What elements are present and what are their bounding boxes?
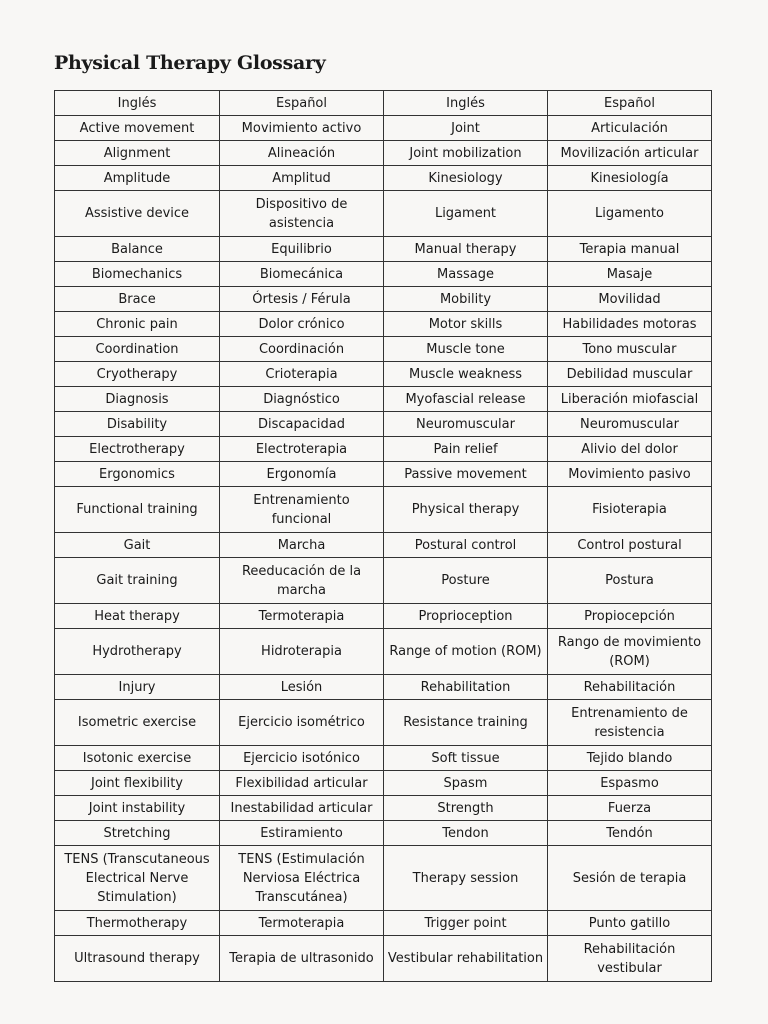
table-row	[55, 412, 712, 437]
spanish-term-cell: Hidroterapia	[220, 629, 384, 675]
english-term-cell: Trigger point	[384, 911, 548, 936]
english-term-cell: Mobility	[384, 287, 548, 312]
spanish-term-cell: Punto gatillo	[548, 911, 712, 936]
spanish-term-cell: Coordinación	[220, 337, 384, 362]
english-term-cell: Chronic pain	[55, 312, 220, 337]
spanish-term-cell: Entrenamiento de resistencia	[548, 700, 712, 746]
english-term-cell: Resistance training	[384, 700, 548, 746]
english-term-cell: Kinesiology	[384, 166, 548, 191]
english-term-cell: Massage	[384, 262, 548, 287]
english-term-cell: Injury	[55, 675, 220, 700]
english-term-cell: Postural control	[384, 533, 548, 558]
spanish-term-cell: Movilidad	[548, 287, 712, 312]
spanish-term-cell: Ejercicio isotónico	[220, 746, 384, 771]
table-row	[55, 116, 712, 141]
spanish-term-cell: Órtesis / Férula	[220, 287, 384, 312]
spanish-term-cell: Entrenamiento funcional	[220, 487, 384, 533]
english-term-cell: Isometric exercise	[55, 700, 220, 746]
english-term-cell: Range of motion (ROM)	[384, 629, 548, 675]
english-term-cell: Manual therapy	[384, 237, 548, 262]
spanish-term-cell: Ejercicio isométrico	[220, 700, 384, 746]
english-term-cell: Biomechanics	[55, 262, 220, 287]
english-term-cell: Muscle tone	[384, 337, 548, 362]
english-term-cell: Ergonomics	[55, 462, 220, 487]
table-row	[55, 362, 712, 387]
table-header-row	[55, 91, 712, 116]
spanish-term-cell: Dolor crónico	[220, 312, 384, 337]
english-term-cell: Rehabilitation	[384, 675, 548, 700]
table-row	[55, 675, 712, 700]
english-term-cell: Proprioception	[384, 604, 548, 629]
spanish-term-cell: Movilización articular	[548, 141, 712, 166]
english-term-cell: Balance	[55, 237, 220, 262]
spanish-term-cell: Crioterapia	[220, 362, 384, 387]
header-cell: Español	[548, 91, 712, 116]
header-cell: Español	[220, 91, 384, 116]
spanish-term-cell: Inestabilidad articular	[220, 796, 384, 821]
spanish-term-cell: Movimiento pasivo	[548, 462, 712, 487]
spanish-term-cell: Equilibrio	[220, 237, 384, 262]
spanish-term-cell: TENS (Estimulación Nerviosa Eléctrica Transcutánea)	[220, 846, 384, 911]
spanish-term-cell: Lesión	[220, 675, 384, 700]
english-term-cell: Ligament	[384, 191, 548, 237]
spanish-term-cell: Fuerza	[548, 796, 712, 821]
table-row	[55, 262, 712, 287]
english-term-cell: Heat therapy	[55, 604, 220, 629]
spanish-term-cell: Termoterapia	[220, 911, 384, 936]
english-term-cell: Stretching	[55, 821, 220, 846]
spanish-term-cell: Flexibilidad articular	[220, 771, 384, 796]
table-row	[55, 604, 712, 629]
table-row	[55, 771, 712, 796]
english-term-cell: Thermotherapy	[55, 911, 220, 936]
english-term-cell: Electrotherapy	[55, 437, 220, 462]
table-row	[55, 287, 712, 312]
english-term-cell: Isotonic exercise	[55, 746, 220, 771]
english-term-cell: Spasm	[384, 771, 548, 796]
table-row	[55, 237, 712, 262]
spanish-term-cell: Habilidades motoras	[548, 312, 712, 337]
table-row	[55, 796, 712, 821]
spanish-term-cell: Discapacidad	[220, 412, 384, 437]
spanish-term-cell: Ligamento	[548, 191, 712, 237]
table-row	[55, 387, 712, 412]
english-term-cell: Gait training	[55, 558, 220, 604]
spanish-term-cell: Masaje	[548, 262, 712, 287]
english-term-cell: Coordination	[55, 337, 220, 362]
spanish-term-cell: Biomecánica	[220, 262, 384, 287]
table-row	[55, 191, 712, 237]
english-term-cell: Amplitude	[55, 166, 220, 191]
spanish-term-cell: Alineación	[220, 141, 384, 166]
english-term-cell: Vestibular rehabilitation	[384, 936, 548, 982]
table-row	[55, 337, 712, 362]
table-row	[55, 166, 712, 191]
table-row	[55, 141, 712, 166]
spanish-term-cell: Reeducación de la marcha	[220, 558, 384, 604]
english-term-cell: Assistive device	[55, 191, 220, 237]
spanish-term-cell: Fisioterapia	[548, 487, 712, 533]
header-cell: Inglés	[55, 91, 220, 116]
english-term-cell: Alignment	[55, 141, 220, 166]
english-term-cell: Functional training	[55, 487, 220, 533]
table-row	[55, 911, 712, 936]
english-term-cell: Joint flexibility	[55, 771, 220, 796]
glossary-table	[54, 90, 712, 982]
spanish-term-cell: Tono muscular	[548, 337, 712, 362]
english-term-cell: Diagnosis	[55, 387, 220, 412]
english-term-cell: Therapy session	[384, 846, 548, 911]
spanish-term-cell: Espasmo	[548, 771, 712, 796]
english-term-cell: Gait	[55, 533, 220, 558]
english-term-cell: Active movement	[55, 116, 220, 141]
english-term-cell: Myofascial release	[384, 387, 548, 412]
english-term-cell: Passive movement	[384, 462, 548, 487]
table-row	[55, 700, 712, 746]
spanish-term-cell: Neuromuscular	[548, 412, 712, 437]
spanish-term-cell: Ergonomía	[220, 462, 384, 487]
spanish-term-cell: Movimiento activo	[220, 116, 384, 141]
english-term-cell: Joint instability	[55, 796, 220, 821]
spanish-term-cell: Liberación miofascial	[548, 387, 712, 412]
spanish-term-cell: Terapia de ultrasonido	[220, 936, 384, 982]
spanish-term-cell: Debilidad muscular	[548, 362, 712, 387]
spanish-term-cell: Rehabilitación	[548, 675, 712, 700]
english-term-cell: Posture	[384, 558, 548, 604]
page-title: Physical Therapy Glossary	[54, 52, 326, 74]
table-row	[55, 533, 712, 558]
spanish-term-cell: Amplitud	[220, 166, 384, 191]
english-term-cell: Motor skills	[384, 312, 548, 337]
table-row	[55, 312, 712, 337]
spanish-term-cell: Control postural	[548, 533, 712, 558]
table-row	[55, 437, 712, 462]
table-row	[55, 821, 712, 846]
english-term-cell: Brace	[55, 287, 220, 312]
table-row	[55, 462, 712, 487]
table-row	[55, 558, 712, 604]
english-term-cell: Ultrasound therapy	[55, 936, 220, 982]
spanish-term-cell: Marcha	[220, 533, 384, 558]
spanish-term-cell: Kinesiología	[548, 166, 712, 191]
spanish-term-cell: Tendón	[548, 821, 712, 846]
spanish-term-cell: Termoterapia	[220, 604, 384, 629]
english-term-cell: Pain relief	[384, 437, 548, 462]
spanish-term-cell: Tejido blando	[548, 746, 712, 771]
spanish-term-cell: Articulación	[548, 116, 712, 141]
table-row	[55, 746, 712, 771]
spanish-term-cell: Terapia manual	[548, 237, 712, 262]
english-term-cell: Cryotherapy	[55, 362, 220, 387]
english-term-cell: Tendon	[384, 821, 548, 846]
table-body	[55, 116, 712, 982]
english-term-cell: Physical therapy	[384, 487, 548, 533]
english-term-cell: Soft tissue	[384, 746, 548, 771]
table-row	[55, 487, 712, 533]
table-row	[55, 629, 712, 675]
spanish-term-cell: Estiramiento	[220, 821, 384, 846]
english-term-cell: Strength	[384, 796, 548, 821]
english-term-cell: Muscle weakness	[384, 362, 548, 387]
spanish-term-cell: Diagnóstico	[220, 387, 384, 412]
english-term-cell: Disability	[55, 412, 220, 437]
spanish-term-cell: Dispositivo de asistencia	[220, 191, 384, 237]
header-cell: Inglés	[384, 91, 548, 116]
spanish-term-cell: Propiocepción	[548, 604, 712, 629]
spanish-term-cell: Rango de movimiento (ROM)	[548, 629, 712, 675]
spanish-term-cell: Alivio del dolor	[548, 437, 712, 462]
english-term-cell: Neuromuscular	[384, 412, 548, 437]
table-row	[55, 936, 712, 982]
spanish-term-cell: Rehabilitación vestibular	[548, 936, 712, 982]
english-term-cell: Hydrotherapy	[55, 629, 220, 675]
spanish-term-cell: Postura	[548, 558, 712, 604]
spanish-term-cell: Sesión de terapia	[548, 846, 712, 911]
english-term-cell: Joint	[384, 116, 548, 141]
english-term-cell: TENS (Transcutaneous Electrical Nerve Stimulation)	[55, 846, 220, 911]
table-row	[55, 846, 712, 911]
english-term-cell: Joint mobilization	[384, 141, 548, 166]
spanish-term-cell: Electroterapia	[220, 437, 384, 462]
